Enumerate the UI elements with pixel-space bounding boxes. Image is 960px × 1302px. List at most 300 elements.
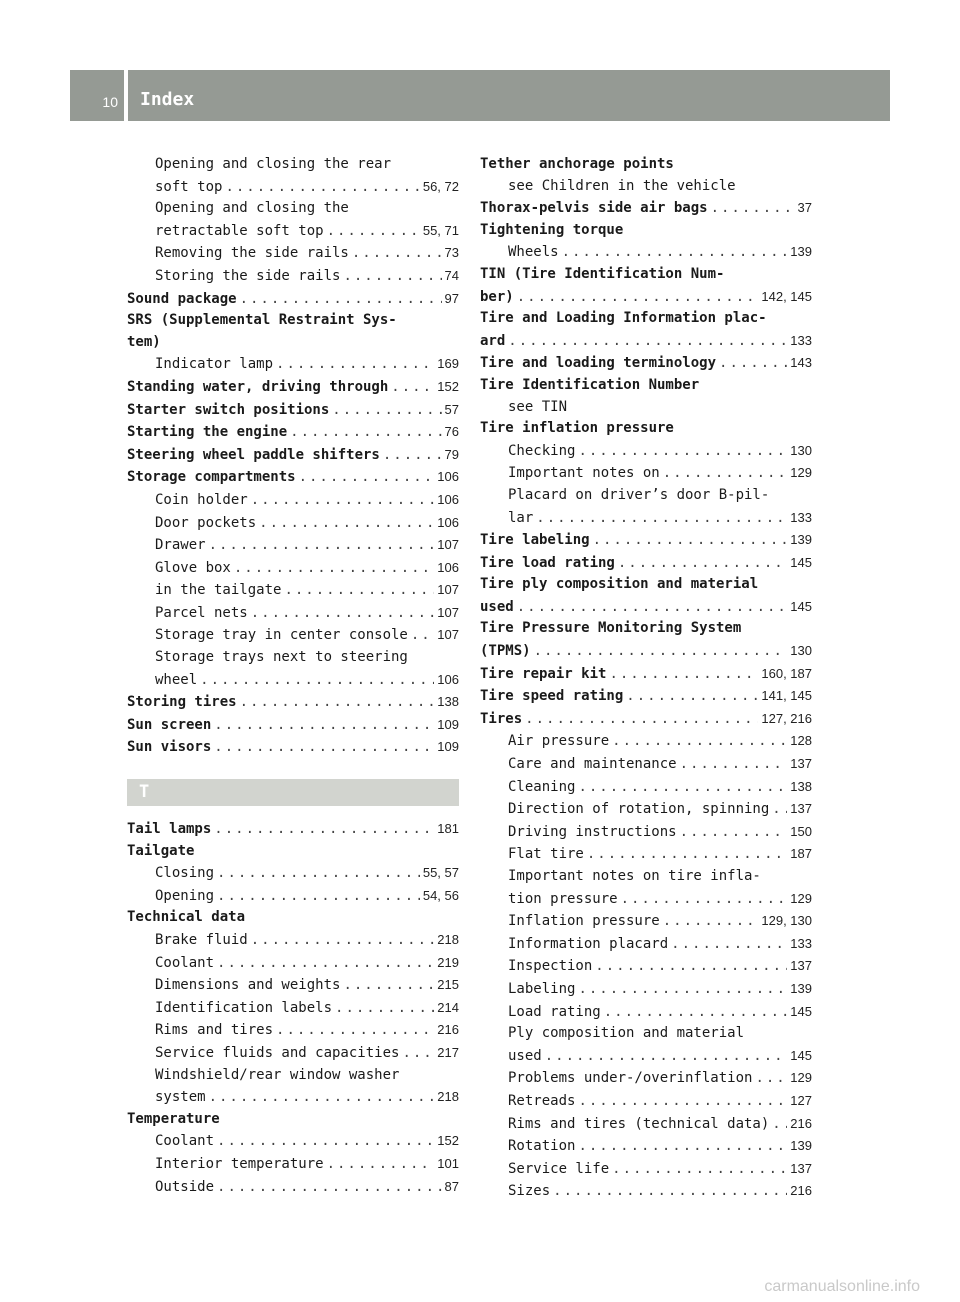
leader-dots [534,641,788,663]
leader-dots [234,558,434,580]
index-entry-line [127,265,459,288]
header-bar [128,70,890,121]
entry-label: Inflation pressure [508,913,660,930]
page-reference[interactable]: 55, 57 [422,865,459,881]
index-entry-line [127,376,459,399]
page-reference[interactable]: 79 [444,446,459,462]
page-reference[interactable]: 141, 145 [761,688,812,704]
entry-label: Opening [155,887,215,904]
leader-dots [214,715,434,737]
index-entry [480,730,812,753]
entry-label: Glove box [155,559,231,576]
leader-dots [225,177,419,199]
index-entry-line [480,888,812,911]
entry-label: Storage compartments [127,469,296,486]
index-entry [480,220,812,242]
entry-label: Checking [508,442,576,459]
entry-label: Storage trays next to steering [155,649,408,666]
index-entry-line [480,485,812,507]
index-entry [127,647,459,691]
page-reference[interactable]: 87 [444,1178,459,1194]
entry-label: Ply composition and material [508,1025,745,1042]
entry-label: Labeling [508,980,576,997]
leader-dots [209,535,435,557]
index-entry [127,154,459,198]
page-reference[interactable]: 57 [444,401,459,417]
index-entry [480,708,812,731]
page-reference[interactable]: 106 [437,671,459,687]
page-reference[interactable]: 97 [444,290,459,306]
entry-label: Tires [480,710,523,727]
leader-dots [343,975,434,997]
leader-dots [383,445,442,467]
page-reference[interactable]: 56, 72 [422,178,459,194]
index-entry [480,1180,812,1203]
index-entry [480,978,812,1001]
leader-dots [299,467,435,489]
page-reference[interactable]: 137 [790,958,812,974]
leader-dots [545,1046,788,1068]
entry-label: Outside [155,1178,215,1195]
page-reference[interactable]: 137 [790,756,812,772]
index-entry-line [480,753,812,776]
index-entry [480,308,812,352]
index-entry-line [480,978,812,1001]
index-entry [480,933,812,956]
index-entry [127,818,459,841]
index-entry-line [127,841,459,863]
leader-dots [578,1091,787,1113]
page-number: 10 [102,94,118,110]
page-reference[interactable]: 218 [437,932,459,947]
index-entry [127,841,459,863]
leader-dots [536,508,787,530]
index-entry-line [127,1086,459,1109]
entry-label: Tire Identification Number [480,376,700,393]
page-reference[interactable]: 187 [790,846,812,862]
leader-dots [251,490,435,512]
index-entry-line [127,1130,459,1153]
index-entry-line [127,929,459,952]
entry-label: used [480,598,514,615]
entry-label: Coin holder [155,491,248,508]
page-reference[interactable]: 109 [437,739,459,755]
index-entry-line [127,669,459,692]
page-reference[interactable]: 216 [437,1022,459,1038]
leader-dots [240,692,435,714]
entry-label: Tire and loading terminology [480,355,717,372]
leader-dots [609,664,758,686]
index-entry-line [480,1113,812,1136]
index-entry-line [480,955,812,978]
page-reference[interactable]: 106 [437,491,459,507]
index-entry [480,197,812,220]
index-entry-line [127,647,459,669]
entry-label: wheel [155,671,198,688]
index-entry [480,1090,812,1113]
index-entry-line [480,462,812,485]
entry-label: Windshield/rear window washer [155,1066,400,1083]
index-entry-line [480,352,812,375]
entry-label: Tail lamps [127,821,212,838]
index-entry [480,821,812,844]
index-entry-line [127,862,459,885]
page-reference[interactable]: 138 [437,694,459,710]
entry-label: Important notes on tire infla- [508,868,761,884]
index-entry-line [480,241,812,264]
leader-dots [711,198,795,220]
index-entry-line [480,154,812,176]
index-entry [127,534,459,557]
page-reference[interactable]: 133 [790,332,812,348]
watermark: carmanualsonline.info [764,1278,920,1295]
index-entry-line [127,242,459,265]
index-entry-line [127,885,459,908]
index-entry [480,618,812,662]
index-entry-line [480,529,812,552]
entry-label: Drawer [155,537,206,554]
index-column-right [480,154,812,1203]
entry-label: Cleaning [508,778,576,795]
index-entry [127,1109,459,1131]
entry-label: Coolant [155,954,215,971]
page-reference[interactable]: 138 [790,778,812,794]
index-entry [480,776,812,799]
index-entry [480,529,812,552]
page-reference[interactable]: 109 [437,716,459,732]
leader-dots [612,731,787,753]
page-reference[interactable]: 214 [437,999,459,1015]
index-entry-line [480,821,812,844]
entry-label: Storing the side rails [155,267,341,284]
page-reference[interactable]: 127 [790,1092,812,1108]
index-entry-line [127,466,459,489]
index-entry-line [480,640,812,663]
index-entry-line [127,624,459,647]
page-reference[interactable]: 215 [437,977,459,993]
entry-label: Rims and tires (technical data) [508,1115,770,1132]
leader-dots [525,709,758,731]
page-reference[interactable]: 152 [437,1133,459,1149]
index-entry [127,466,459,489]
entry-label: SRS (Supplemental Restraint Sys- [127,312,397,329]
entry-label: Dimensions and weights [155,977,341,994]
index-entry-line [127,421,459,444]
entry-label: Placard on driver’s door B-pil- [508,486,770,503]
index-entry-line [480,220,812,242]
leader-dots [209,1087,435,1109]
index-entry-line [480,286,812,309]
index-entry-line [127,198,459,220]
leader-dots [517,597,788,619]
index-entry-line [127,736,459,759]
entry-label: Inspection [508,958,593,975]
page-reference[interactable]: 106 [437,559,459,575]
page-reference[interactable]: 139 [790,532,812,548]
leader-dots [343,266,441,288]
index-entry-line [127,353,459,376]
index-entry [127,1130,459,1153]
page-reference[interactable]: 106 [437,514,459,530]
entry-label: Storing tires [127,694,237,711]
page-reference[interactable]: 217 [437,1044,459,1060]
index-entry [127,1042,459,1065]
page-reference[interactable]: 107 [437,604,459,620]
index-entry [480,1113,812,1136]
index-entry-line [127,997,459,1020]
index-entry-line [127,714,459,737]
index-entry [127,624,459,647]
page-reference[interactable]: 129 [790,890,812,906]
index-entry-line [127,444,459,467]
leader-dots [214,737,434,759]
index-entry-line [127,399,459,422]
page-reference[interactable]: 143 [790,355,812,371]
entry-label: Starting the engine [127,424,288,441]
entry-label: in the tailgate [155,582,282,599]
page-reference[interactable]: 150 [790,823,812,839]
page-reference[interactable]: 133 [790,509,812,525]
page-reference[interactable]: 101 [437,1155,459,1171]
index-entry [127,929,459,952]
index-entry [480,241,812,264]
index-entry [127,242,459,265]
entry-label: see Children in the vehicle [508,177,736,194]
leader-dots [621,889,788,911]
page-reference[interactable]: 127, 216 [761,710,812,726]
entry-label: Direction of rotation, spinning [508,801,770,818]
page-reference[interactable]: 137 [790,1160,812,1176]
index-entry-line [480,685,812,708]
page-reference[interactable]: 54, 56 [422,887,459,903]
entry-label: Service life [508,1160,610,1177]
entry-label: Important notes on [508,465,660,482]
index-entry-line [480,507,812,530]
page-reference[interactable]: 137 [790,801,812,817]
page-reference[interactable]: 37 [797,200,812,216]
index-entry [480,910,812,933]
page-reference[interactable]: 139 [790,1138,812,1154]
index-entry [480,1001,812,1024]
leader-dots [332,400,441,422]
leader-dots [352,243,442,265]
index-entry [480,685,812,708]
entry-label: soft top [155,178,223,195]
index-entry-line [480,596,812,619]
index-entry-line [127,1019,459,1042]
page-reference[interactable]: 139 [790,244,812,260]
index-entry [480,485,812,529]
leader-dots [200,670,434,692]
page-reference[interactable]: 145 [790,1047,812,1063]
index-entry [127,579,459,602]
page-reference[interactable]: 145 [790,598,812,614]
leader-dots [755,1068,787,1090]
entry-label: Service fluids and capacities [155,1044,400,1061]
entry-label: Tailgate [127,842,195,859]
entry-label: Air pressure [508,733,610,750]
leader-dots [217,1131,434,1153]
index-entry [127,997,459,1020]
index-entry [480,1023,812,1067]
index-entry [127,288,459,311]
page-reference[interactable]: 74 [444,267,459,283]
index-entry-line [480,574,812,596]
index-entry-line [127,220,459,243]
entry-label: Rims and tires [155,1022,274,1039]
page-reference[interactable]: 216 [790,1183,812,1199]
entry-label: Tire labeling [480,532,590,549]
leader-dots [626,686,758,708]
page-reference[interactable]: 218 [437,1089,459,1105]
page-reference[interactable]: 73 [444,245,459,261]
index-entry [480,552,812,575]
index-entry [127,376,459,399]
entry-label: Parcel nets [155,604,248,621]
index-entry [480,753,812,776]
index-entry [480,798,812,821]
entry-label: Storage tray in center console [155,627,408,644]
index-entry [480,462,812,485]
index-entry [127,885,459,908]
page-reference[interactable]: 130 [790,442,812,458]
index-entry-line [127,489,459,512]
index-entry-line [480,552,812,575]
page-reference[interactable]: 145 [790,1003,812,1019]
leader-dots [663,463,788,485]
leader-dots [587,844,787,866]
entry-label: Wheels [508,244,559,261]
index-entry-line [480,397,812,419]
entry-label: Retreads [508,1092,576,1109]
page-reference[interactable]: 216 [790,1115,812,1131]
index-entry-line [127,602,459,625]
page-reference[interactable]: 129, 130 [761,913,812,929]
leader-dots [214,819,434,841]
leader-dots [259,513,434,535]
leader-dots [251,930,435,952]
index-entry [127,512,459,535]
index-entry-line [480,1001,812,1024]
leader-dots [251,603,435,625]
index-entry-line [480,843,812,866]
page-reference[interactable]: 181 [437,821,459,837]
entry-label: Brake fluid [155,932,248,948]
page-reference[interactable]: 133 [790,935,812,951]
index-entry-line [127,512,459,535]
leader-dots [578,979,787,1001]
leader-dots [327,1154,435,1176]
index-entry [127,862,459,885]
index-entry-line [480,1067,812,1090]
index-entry-line [127,332,459,354]
page-reference[interactable]: 55, 71 [422,222,459,238]
page-reference[interactable]: 142, 145 [761,288,812,304]
index-entry-line [127,974,459,997]
entry-label: lar [508,509,534,526]
leader-dots [217,1177,442,1199]
page-reference[interactable]: 139 [790,980,812,996]
entry-label: ber) [480,288,514,305]
entry-label: Flat tire [508,846,584,863]
index-entry [480,375,812,418]
index-entry [127,265,459,288]
leader-dots [772,799,787,821]
entry-label: Sizes [508,1183,551,1200]
page-reference[interactable]: 160, 187 [761,665,812,681]
leader-dots [578,777,787,799]
leader-dots [327,221,420,243]
leader-dots [217,863,420,885]
page-reference[interactable]: 107 [437,627,459,643]
entry-label: tem) [127,333,161,350]
entry-label: system [155,1089,206,1106]
page-reference[interactable]: 145 [790,554,812,570]
index-entry-line [127,1109,459,1131]
entry-label: used [508,1047,542,1064]
page-reference[interactable]: 130 [790,643,812,659]
page-reference[interactable]: 129 [790,465,812,481]
left-entry-list [127,154,459,759]
index-entry [480,1135,812,1158]
index-entry-line [480,798,812,821]
index-entry-line [480,375,812,397]
entry-label: retractable soft top [155,222,324,239]
leader-dots [402,1043,434,1065]
page-number-box [70,70,124,121]
entry-label: Tire Pressure Monitoring System [480,620,742,637]
page-reference[interactable]: 106 [437,469,459,485]
page-reference[interactable]: 152 [437,378,459,394]
index-entry [480,352,812,375]
entry-label: Tire inflation pressure [480,420,674,437]
index-entry [127,1153,459,1176]
index-entry-line [480,866,812,888]
page-reference[interactable]: 169 [437,356,459,372]
index-entry-line [127,557,459,580]
index-entry [127,952,459,975]
entry-label: Tire load rating [480,554,615,571]
index-entry-line [480,264,812,286]
index-entry [480,154,812,197]
page-reference[interactable]: 219 [437,954,459,970]
index-entry-line [480,776,812,799]
page-reference[interactable]: 107 [437,537,459,553]
leader-dots [663,911,759,933]
entry-label: Tether anchorage points [480,156,674,172]
leader-dots [240,289,442,311]
page-reference[interactable]: 129 [790,1070,812,1086]
entry-label: Technical data [127,909,246,926]
index-entry-line [480,308,812,330]
index-entry-line [127,288,459,311]
index-entry [480,843,812,866]
index-entry [127,1176,459,1199]
leader-dots [290,422,441,444]
leader-dots [276,354,434,376]
page-reference[interactable]: 76 [444,424,459,440]
leader-dots [562,242,788,264]
index-entry [480,264,812,308]
page-reference[interactable]: 107 [437,582,459,598]
index-entry [480,866,812,910]
entry-label: Rotation [508,1138,576,1155]
index-entry [127,557,459,580]
entry-label: Tightening torque [480,221,624,238]
index-entry [127,736,459,759]
index-entry-line [480,418,812,440]
page-reference[interactable]: 128 [790,733,812,749]
